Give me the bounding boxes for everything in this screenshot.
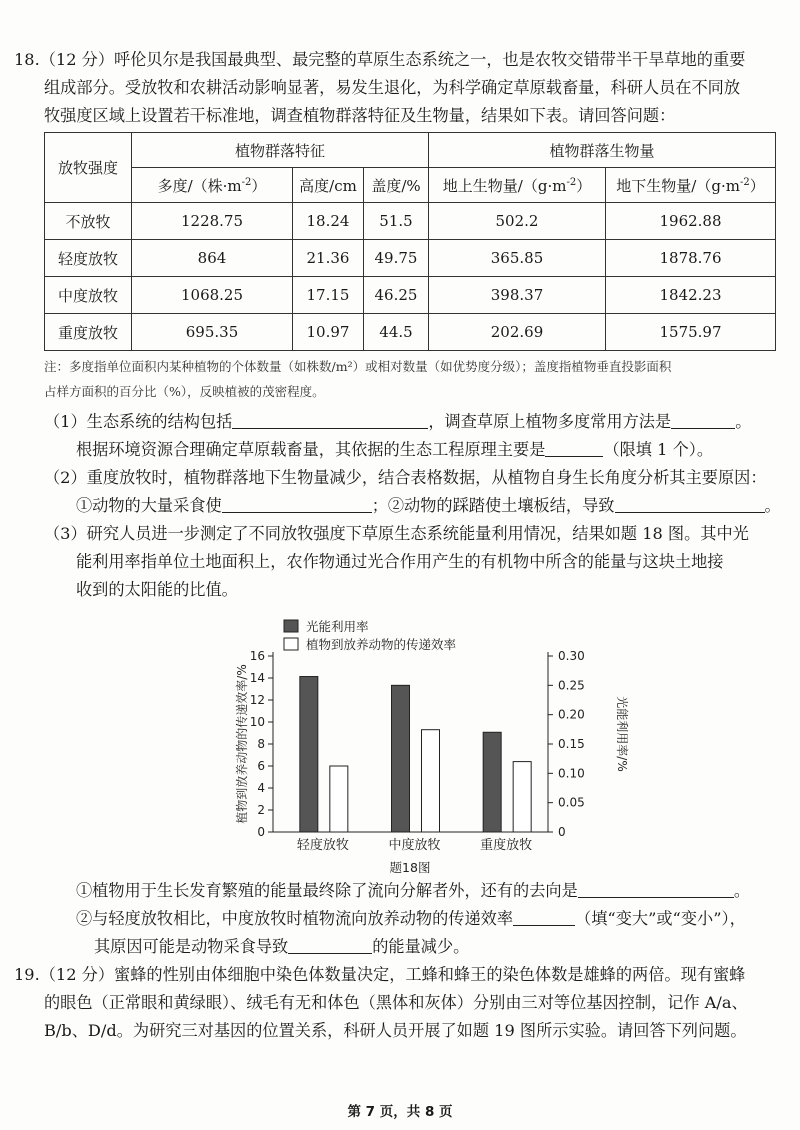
q19-line-2: 的眼色（正常眼和黄绿眼）、绒毛有无和体色（黑体和灰体）分别由三对等位基因控制，记作 A/a、 <box>44 993 748 1012</box>
table-group-biomass: 植物群落生物量 <box>429 133 776 168</box>
col-header-height: 高度/cm <box>293 168 364 203</box>
table-cell: 49.75 <box>364 240 429 277</box>
q18-sub2-line-1: ②与轻度放牧相比，中度放牧时植物流向放养动物的传递效率 （填“变大”或“变小”）， <box>76 909 746 928</box>
right-tick-label: 0 <box>558 825 566 839</box>
q18-sub2-line-2: 其原因可能是动物采食导致 的能量减少。 <box>94 937 470 956</box>
table-header-grazing: 放牧强度 <box>45 133 132 203</box>
x-category-label: 中度放牧 <box>388 838 441 853</box>
table-cell: 365.85 <box>429 240 606 277</box>
answer-blank[interactable] <box>671 412 735 429</box>
answer-blank[interactable] <box>578 881 734 898</box>
col-header-above-biomass: 地上生物量$/(g\cdot m^{-2})$ <box>429 168 606 203</box>
left-tick-label: 2 <box>257 803 265 817</box>
row-label: 中度放牧 <box>45 277 132 314</box>
right-axis-title: 光能利用率/% <box>615 696 629 772</box>
x-category-label: 重度放牧 <box>480 838 533 853</box>
page-footer: 第 7 页，共 8 页 <box>347 1104 453 1120</box>
table-row <box>45 314 776 351</box>
left-tick-label: 4 <box>257 781 265 795</box>
answer-blank[interactable] <box>545 440 603 457</box>
legend-label: 植物到放养动物的传递效率 <box>306 637 457 652</box>
q18-part2-line-1: （2）重度放牧时，植物群落地下生物量减少，结合表格数据，从植物自身生长角度分析其主要原因： <box>44 468 767 487</box>
table-note-line-1: 注：多度指单位面积内某种植物的个体数量（如株数/m²）或相对数量（如优势度分级）；盖度指植物垂直投影面积 <box>44 359 672 374</box>
table-cell: 46.25 <box>364 277 429 314</box>
row-label: 重度放牧 <box>45 314 132 351</box>
table-cell: 202.69 <box>429 314 606 351</box>
bar-transfer-efficiency <box>422 730 440 832</box>
table-cell: 10.97 <box>293 314 364 351</box>
col-header-coverage: 盖度/% <box>364 168 429 203</box>
bar-transfer-efficiency <box>330 766 348 832</box>
q18-part3-line-3: 收到的太阳能的比值。 <box>76 580 238 599</box>
q18-part1-line-1: （1）生态系统的结构包括 ，调查草原上植物多度常用方法是 。 <box>44 412 752 431</box>
left-tick-label: 14 <box>249 671 265 685</box>
table-cell: 398.37 <box>429 277 606 314</box>
table-row <box>45 240 776 277</box>
q18-intro-line-2: 组成部分。受放牧和农耕活动影响显著，易发生退化，为科学确定草原载畜量，科研人员在不同放 <box>44 78 741 97</box>
legend-label: 光能利用率 <box>306 619 369 634</box>
q18-intro-line-3: 牧强度区域上设置若干标准地，调查植物群落特征及生物量，结果如下表。请回答问题： <box>44 106 676 125</box>
table-row <box>45 203 776 240</box>
answer-blank[interactable] <box>615 496 765 513</box>
table-cell: 1878.76 <box>606 240 776 277</box>
table-cell: 21.36 <box>293 240 364 277</box>
answer-blank[interactable] <box>222 496 372 513</box>
grazing-data-table <box>44 132 776 351</box>
table-cell: 1842.23 <box>606 277 776 314</box>
left-tick-label: 16 <box>249 649 265 663</box>
bar-light-use-rate <box>483 732 501 832</box>
legend-swatch <box>284 638 298 650</box>
figure-18-chart <box>230 618 630 878</box>
table-cell: 1228.75 <box>132 203 293 240</box>
legend-swatch <box>284 620 298 632</box>
table-cell: 44.5 <box>364 314 429 351</box>
left-tick-label: 12 <box>249 693 265 707</box>
q18-sub1: ①植物用于生长发育繁殖的能量最终除了流向分解者外，还有的去向是 。 <box>76 881 750 900</box>
right-tick-label: 0.25 <box>558 678 585 693</box>
right-tick-label: 0.30 <box>558 649 585 663</box>
q18-part1-line-2: 根据环境资源合理确定草原载畜量，其依据的生态工程原理主要是 （限填 1 个）。 <box>76 440 714 459</box>
answer-blank[interactable] <box>288 937 372 954</box>
table-cell: 864 <box>132 240 293 277</box>
table-row <box>45 277 776 314</box>
left-tick-label: 10 <box>249 715 265 729</box>
table-cell: 17.15 <box>293 277 364 314</box>
table-cell: 18.24 <box>293 203 364 240</box>
table-cell: 1575.97 <box>606 314 776 351</box>
table-cell: 51.5 <box>364 203 429 240</box>
bar-transfer-efficiency <box>513 762 531 832</box>
x-category-label: 轻度放牧 <box>296 838 349 853</box>
q18-part3-line-1: （3）研究人员进一步测定了不同放牧强度下草原生态系统能量利用情况，结果如题 18 图。其中光 <box>44 524 749 543</box>
answer-blank[interactable] <box>513 909 575 926</box>
col-header-below-biomass: 地下生物量$/(g\cdot m^{-2})$ <box>606 168 776 203</box>
table-group-community: 植物群落特征 <box>132 133 429 168</box>
left-tick-label: 0 <box>257 825 265 839</box>
table-cell: 1068.25 <box>132 277 293 314</box>
row-label: 轻度放牧 <box>45 240 132 277</box>
bar-light-use-rate <box>300 677 318 832</box>
q18-intro-line-1: 18.（12 分）呼伦贝尔是我国最典型、最完整的草原生态系统之一，也是农牧交错带半干旱草地的重要 <box>14 50 746 69</box>
answer-blank[interactable] <box>232 412 428 429</box>
q18-part3-line-2: 能利用率指单位土地面积上，农作物通过光合作用产生的有机物中所含的能量与这块土地接 <box>76 552 724 571</box>
right-tick-label: 0.05 <box>558 795 585 810</box>
q19-line-1: 19.（12 分）蜜蜂的性别由体细胞中染色体数量决定，工蜂和蜂王的染色体数是雄蜂的两倍。现有蜜蜂 <box>14 965 746 984</box>
row-label: 不放牧 <box>45 203 132 240</box>
right-tick-label: 0.10 <box>558 766 585 781</box>
right-tick-label: 0.15 <box>558 737 585 751</box>
left-tick-label: 6 <box>257 759 265 773</box>
chart-caption: 题18图 <box>389 860 431 875</box>
q19-line-3: B/b、D/d。为研究三对基因的位置关系，科研人员开展了如题 19 图所示实验。请回答下列问题。 <box>44 1021 747 1040</box>
right-tick-label: 0.20 <box>558 707 585 722</box>
q18-part2-line-2: ①动物的大量采食使 ；②动物的踩踏使土壤板结，导致 。 <box>76 496 781 515</box>
bar-light-use-rate <box>392 685 410 832</box>
table-cell: 502.2 <box>429 203 606 240</box>
table-cell: 1962.88 <box>606 203 776 240</box>
left-tick-label: 8 <box>257 737 265 751</box>
table-note-line-2: 占样方面积的百分比（%），反映植被的茂密程度。 <box>44 384 325 399</box>
left-axis-title: 植物到放养动物的传递效率/% <box>235 664 249 824</box>
table-cell: 695.35 <box>132 314 293 351</box>
col-header-abundance: 多度/（株$\cdot m^{-2}$） <box>132 168 293 203</box>
